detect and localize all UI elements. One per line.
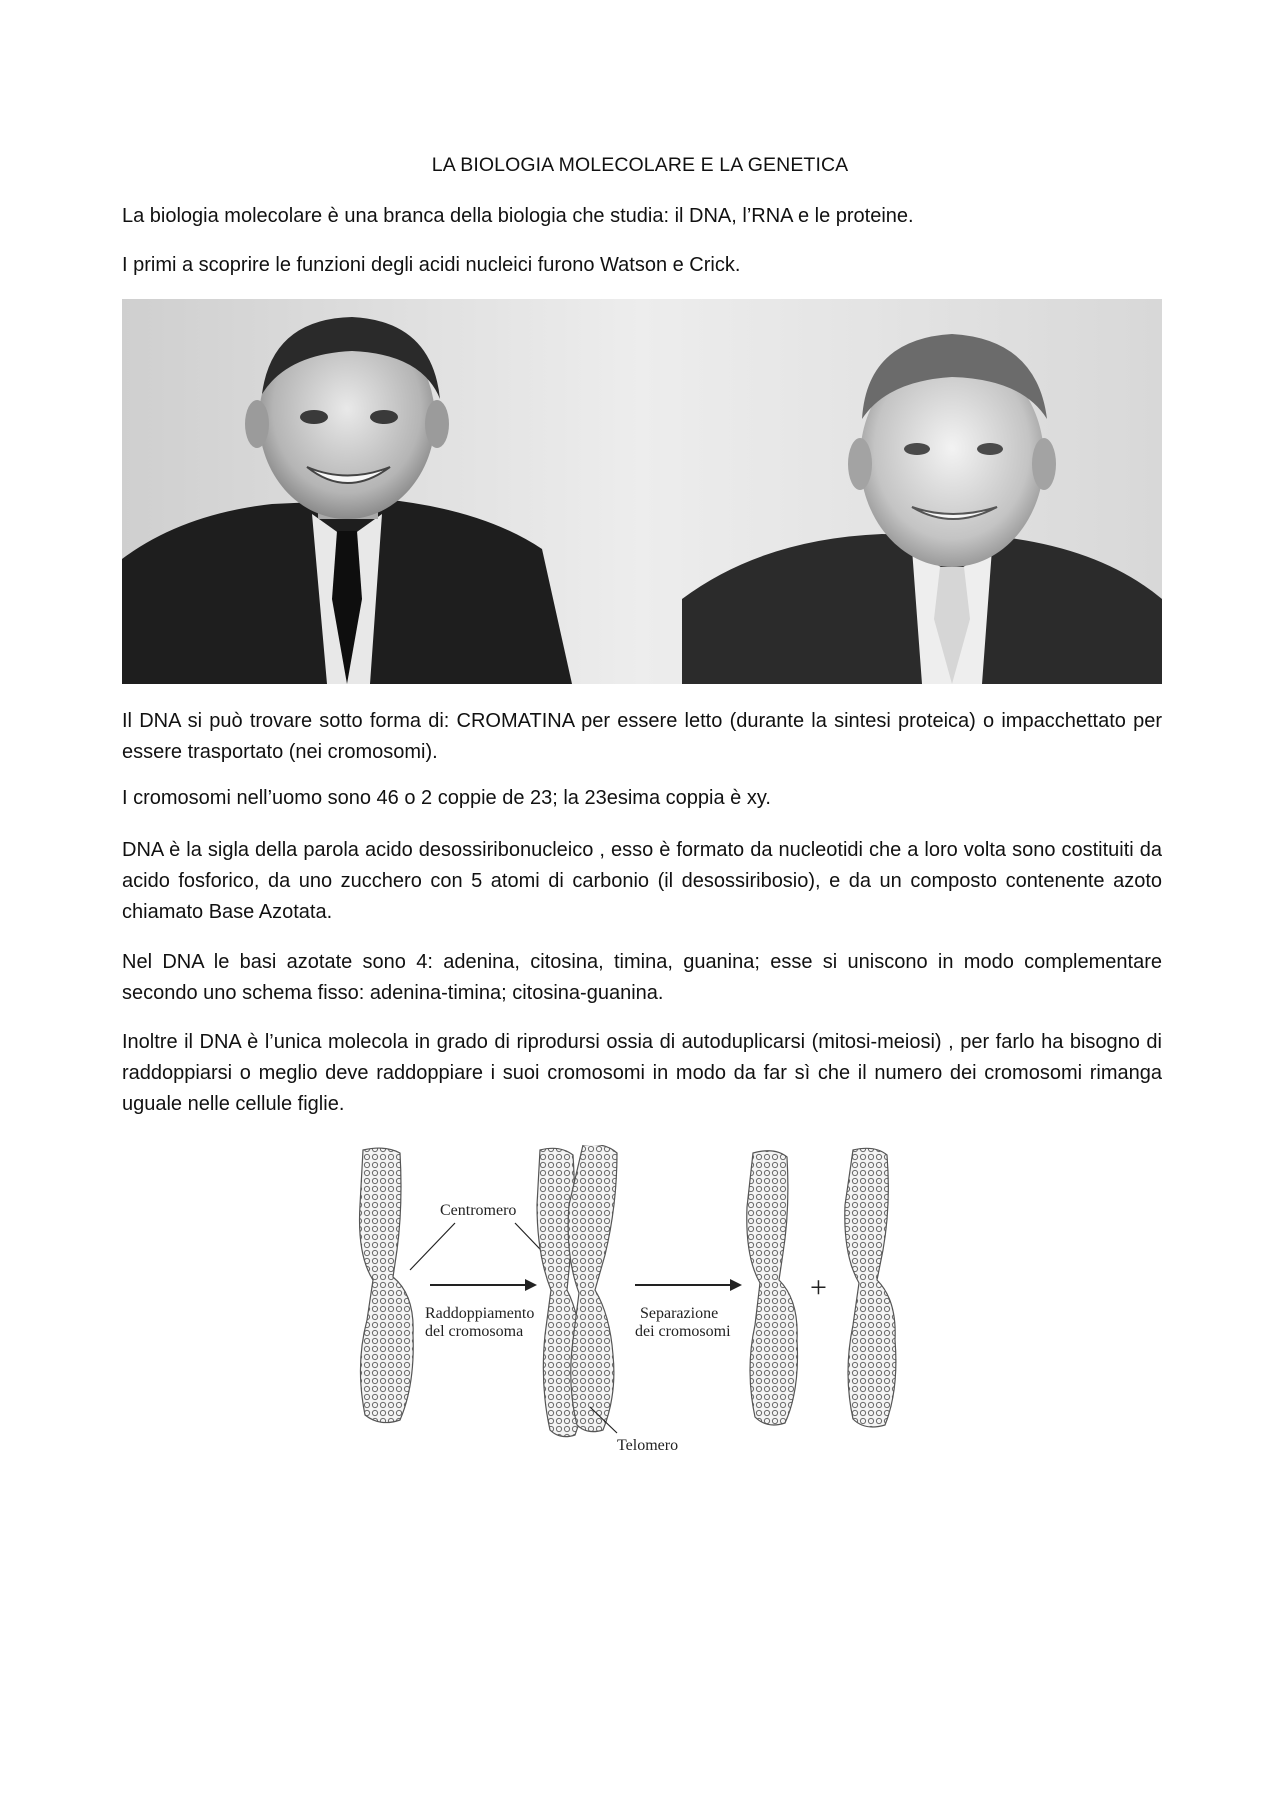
label-centromero: Centromero [440, 1202, 517, 1219]
pointer-centromero-left [410, 1223, 455, 1270]
arrow-raddoppiamento-icon [430, 1279, 537, 1291]
label-telomero: Telomero [617, 1437, 679, 1454]
portrait-photo-icon [122, 299, 1162, 684]
intro-line-1: La biologia molecolare è una branca della biologia che studia: il DNA, l’RNA e le proteine. [122, 205, 914, 227]
duplicated-chromosome [537, 1145, 617, 1437]
label-separazione-2: dei cromosomi [635, 1323, 731, 1340]
label-raddoppiamento-2: del cromosoma [425, 1323, 524, 1340]
daughter-chromosome-1 [747, 1151, 798, 1425]
label-separazione-1: Separazione [640, 1305, 719, 1322]
paragraph-dna-definition: DNA è la sigla della parola acido desossiribonucleico , esso è formato da nucleotidi che a loro volta sono costituiti da acido fosforico, da uno zucchero con 5 atomi di carbonio (il desossiribosio), e da un composto contenente azoto chiamato Base Azotata. [122, 839, 1162, 923]
paragraph-replication: Inoltre il DNA è l’unica molecola in grado di riprodursi ossia di autoduplicarsi (mitosi-meiosi) , per farlo ha bisogno di raddoppiarsi o meglio deve raddoppiare i suoi cromosomi in modo da far sì che il numero dei cromosomi rimanga uguale nelle cellule figlie. [122, 1031, 1162, 1115]
watson-crick-photo [122, 299, 1162, 684]
arrow-separazione-icon [635, 1279, 742, 1291]
page-title: LA BIOLOGIA MOLECOLARE E LA GENETICA [431, 154, 849, 176]
single-chromosome [360, 1148, 414, 1423]
intro-line-2: I primi a scoprire le funzioni degli acidi nucleici furono Watson e Crick. [122, 254, 741, 276]
daughter-chromosome-2 [845, 1148, 896, 1427]
paragraph-chromosomes: I cromosomi nell’uomo sono 46 o 2 coppie de 23; la 23esima coppia è xy. [122, 787, 771, 809]
chromosome-duplication-diagram [355, 1145, 955, 1460]
label-raddoppiamento-1: Raddoppiamento [425, 1305, 535, 1322]
paragraph-chromatin: Il DNA si può trovare sotto forma di: CROMATINA per essere letto (durante la sintesi proteica) o impacchettato per essere trasportato (nei cromosomi). [122, 710, 1162, 763]
plus-sign: + [810, 1271, 827, 1304]
paragraph-nitrogenous-bases: Nel DNA le basi azotate sono 4: adenina, citosina, timina, guanina; esse si uniscono in modo complementare secondo uno schema fisso: adenina-timina; citosina-guanina. [122, 951, 1162, 1004]
